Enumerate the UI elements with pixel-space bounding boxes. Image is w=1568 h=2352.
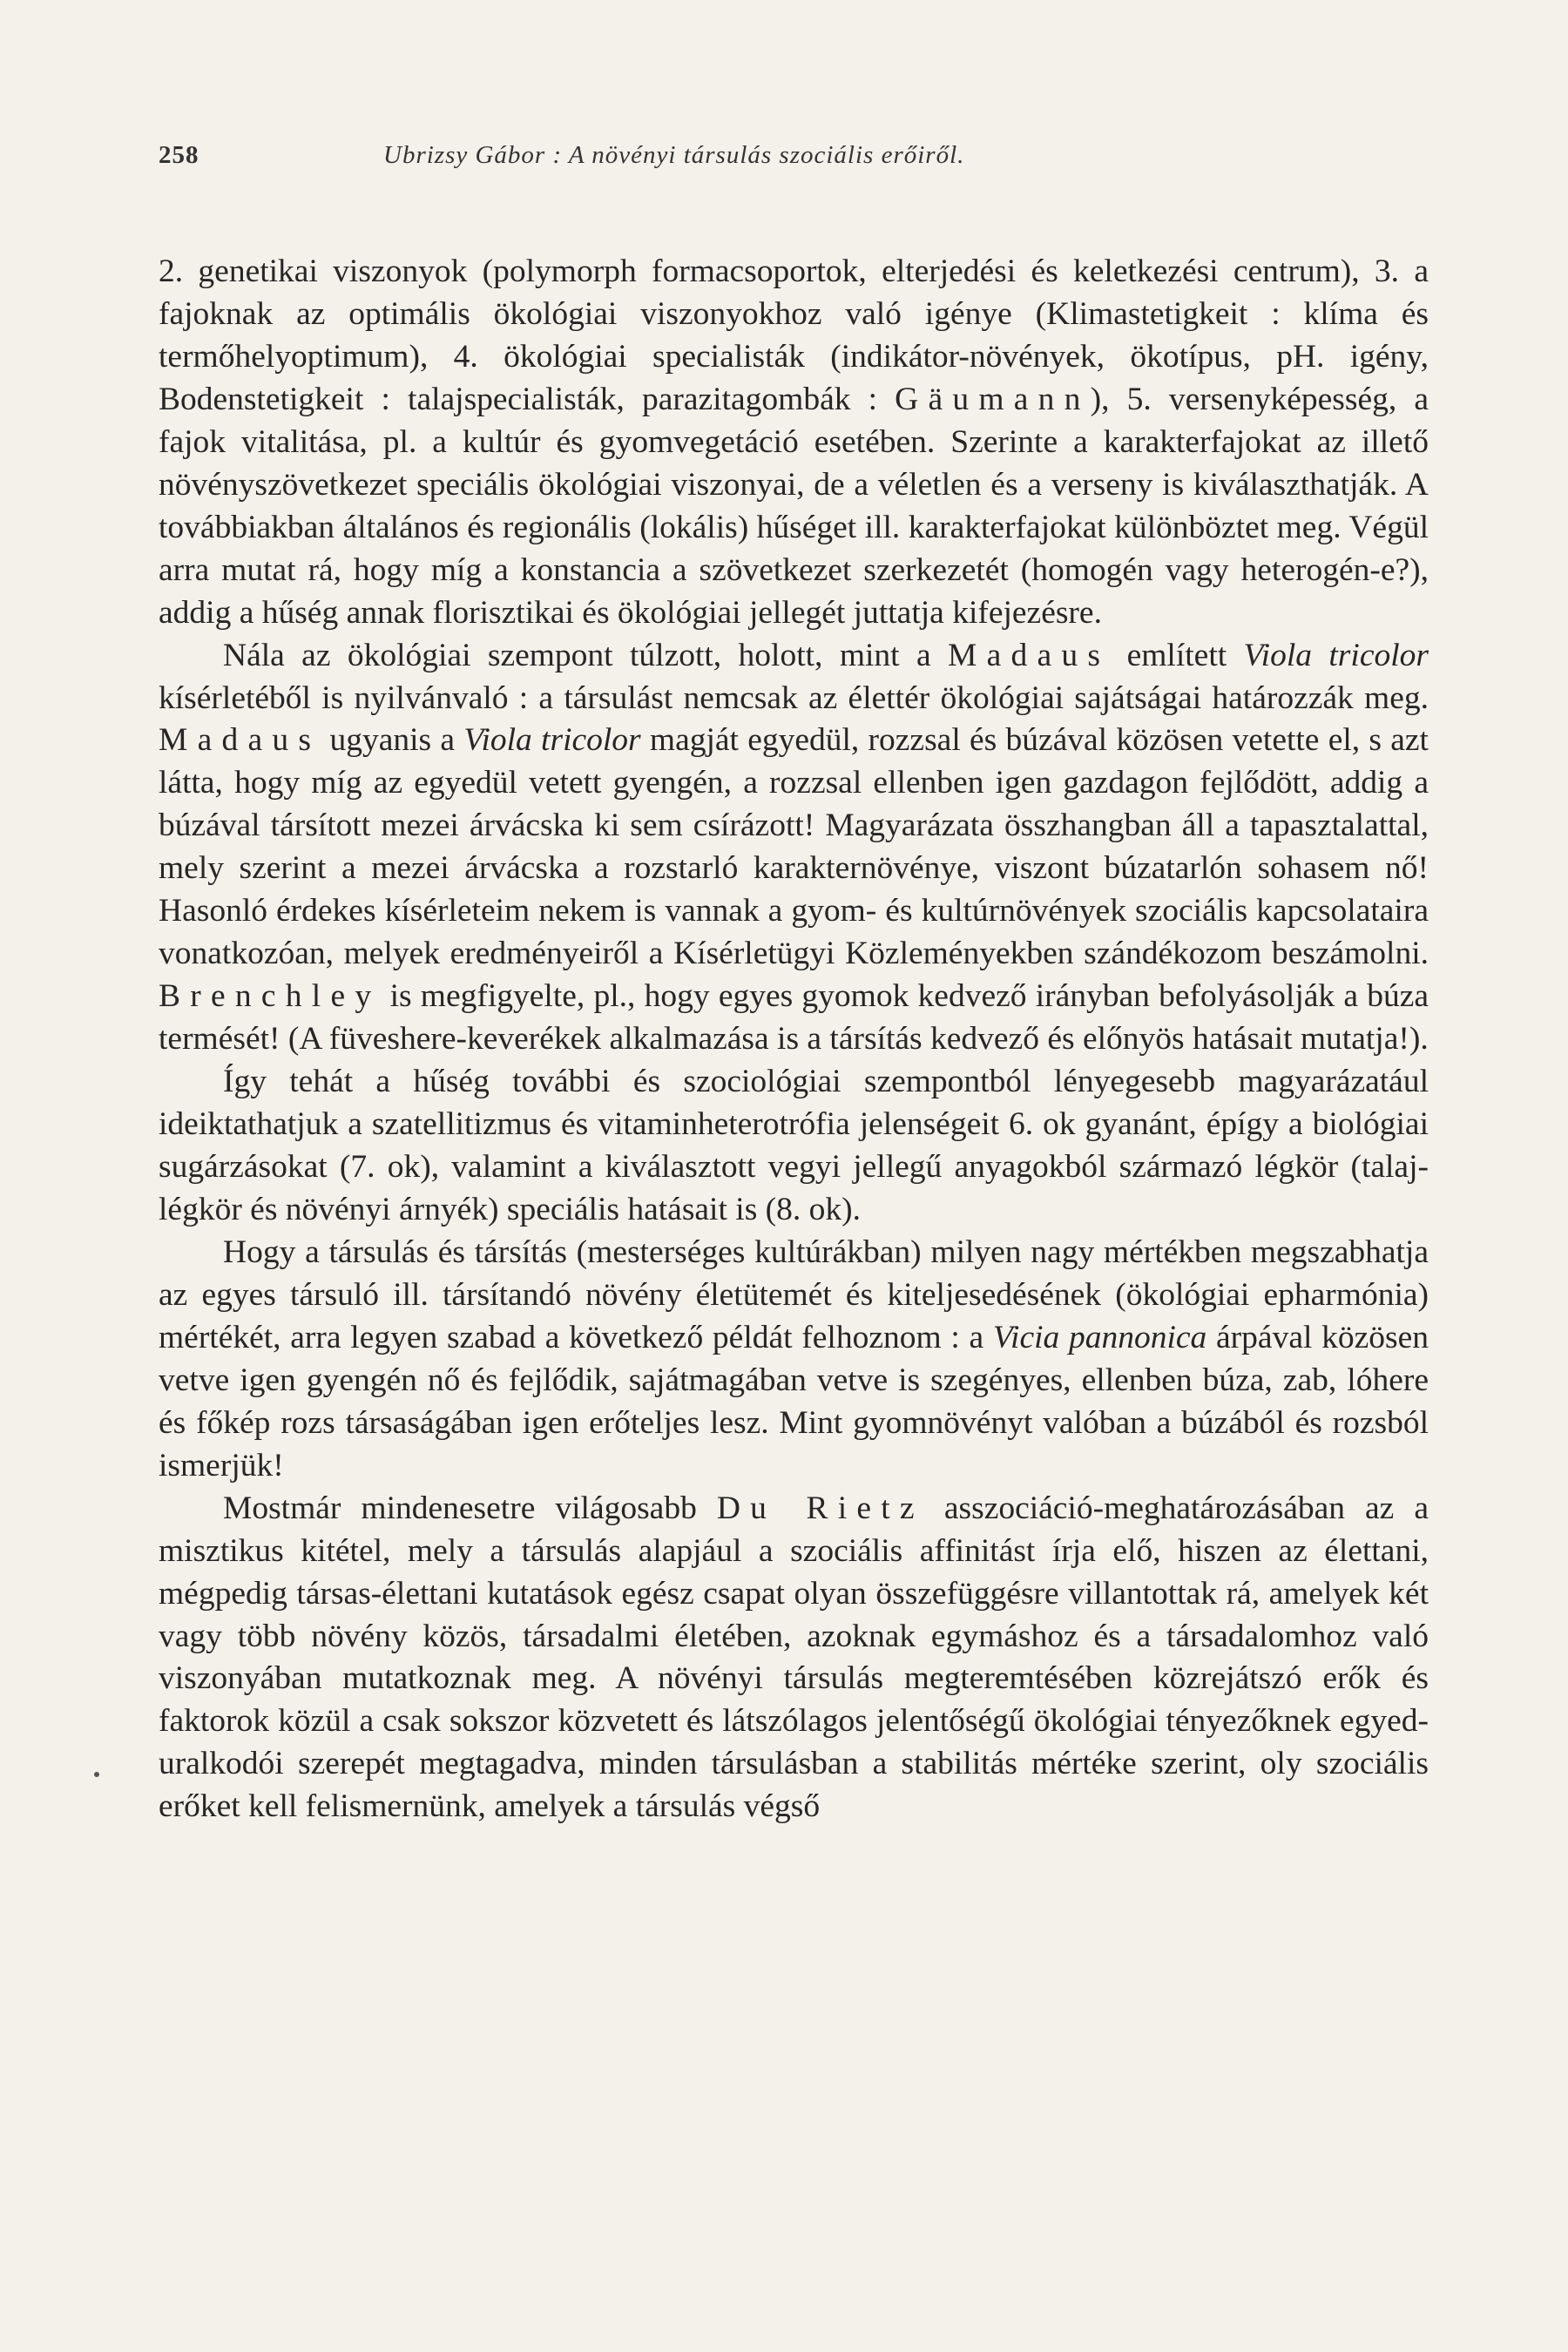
paragraph bbox=[159, 1488, 1429, 1829]
margin-mark bbox=[94, 1772, 99, 1777]
text-run: asszociáció-meghatározásában az a misztikus kitétel, mely a társulás alapjául a szociális affinitást írja elő, hiszen az élettani, mégpedig társas-élettani kutatások egész csapat olyan összefüggésre villantottak rá, amelyek két vagy több növény közös, társadalmi életében, azoknak egymáshoz és a társadalomhoz való viszonyában mutatkoznak meg. A növényi társulás megteremtésében közrejátszó erők és faktorok közül a csak sokszor közvetett és látszólagos jelentőségű ökológiai tényezőknek egyeduralkodói szerepét megtagadva, minden társulásban a stabilitás mértéke szerint, oly szociális erőket kell felismernünk, amelyek a társulás végső bbox=[159, 1490, 1429, 1825]
text-run: 2. genetikai viszonyok (polymorph formacsoportok, elterjedési és keletkezési centrum), 3. a fajoknak az optimális ökológiai viszonyokhoz való igénye (Klimastetigkeit : klíma és termőhelyoptimum), 4. ökológiai specialisták (indikátor-növények, ökotípus, pH. igény, Bodenstetigkeit : talajspecialisták, parazitagombák : bbox=[159, 253, 1429, 417]
running-head bbox=[159, 141, 1430, 179]
paragraph bbox=[159, 1061, 1429, 1232]
paragraph bbox=[159, 251, 1429, 635]
body-text bbox=[159, 251, 1429, 1828]
text-run: ugyanis a bbox=[321, 722, 464, 759]
text-run: Így tehát a hűség további és szociológiai szempontból lényegesebb magyarázatául ideiktathatjuk a szatellitizmus és vitaminheterotrófia jelenségeit 6. ok gyanánt, épígy a biológiai sugárzásokat (7. ok), valamint a kiválasztott vegyi jellegű anyagokból származó légkör (talajlégkör és növényi árnyék) speciális hatásait is (8. ok). bbox=[159, 1064, 1429, 1227]
author-name: Madaus bbox=[159, 722, 321, 759]
species-name: Viola tricolor bbox=[463, 722, 641, 759]
author-name: Madaus bbox=[947, 637, 1111, 673]
page-number: 258 bbox=[159, 141, 199, 169]
paragraph bbox=[159, 635, 1429, 1062]
species-name: Vicia pannonica bbox=[992, 1319, 1207, 1355]
text-run: is megfigyelte, pl., hogy egyes gyomok kedvező irányban befolyásolják a búza termését! (A füveshere-keverékek alkalmazása is a társítás kedvező és előnyös hatásait mutatja!). bbox=[159, 978, 1429, 1058]
species-name: Viola tricolor bbox=[1243, 637, 1429, 673]
text-run: ), 5. versenyképesség, a fajok vitalitása, pl. a kultúr és gyomvegetáció esetében. Szerinte a karakterfajokat az illető növényszövetkezet speciális ökológiai viszonyai, de a véletlen és a verseny is kiválaszthatják. A továbbiakban általános és regionális (lokális) hűséget ill. karakterfajokat különböztet meg. Végül arra mutat rá, hogy míg a konstancia a szövetkezet szerkezetét (homogén vagy heterogén-e?), addig a hűség annak florisztikai és ökológiai jellegét juttatja kifejezésre. bbox=[159, 381, 1429, 631]
text-run: említett bbox=[1110, 637, 1244, 673]
text-run: kísérletéből is nyilvánvaló : a társulást nemcsak az élettér ökológiai sajátságai határozzák meg. bbox=[159, 679, 1429, 716]
text-run: Nála az ökológiai szempont túlzott, holott, mint a bbox=[223, 637, 948, 673]
author-name: Gäumann bbox=[895, 381, 1091, 417]
author-name: Du Rietz bbox=[716, 1490, 924, 1526]
text-run: Hogy a társulás és társítás (mesterséges kultúrákban) milyen nagy mértékben megszabhatja az egyes társuló ill. társítandó növény életütemét és kiteljesedésének (ökológiai epharmónia) mértékét, arra legyen szabad a következő példát felhoznom : a bbox=[159, 1233, 1429, 1355]
author-name: Brenchley bbox=[159, 978, 382, 1015]
paragraph bbox=[159, 1232, 1429, 1488]
text-run: magját egyedül, rozzsal és búzával közösen vetette el, s azt látta, hogy míg az egyedül vetett gyengén, a rozzsal ellenben igen gazdagon fejlődött, addig a búzával társított mezei árvácska ki sem csírázott! Magyarázata összhangban áll a tapasztalattal, mely szerint a mezei árvácska a rozstarló karakternövénye, viszont búzatarlón sohasem nő! Hasonló érdekes kísérleteim nekem is vannak a gyom- és kultúrnövények szociális kapcsolataira vonatkozóan, melyek eredményeiről a Kísérletügyi Közleményekben szándékozom beszámolni. bbox=[159, 722, 1429, 972]
text-run: Mostmár mindenesetre világosabb bbox=[223, 1490, 717, 1526]
text-run: árpával közösen vetve igen gyengén nő és fejlődik, sajátmagában vetve is szegényes, ellenben búza, zab, lóhere és főkép rozs társaságában igen erőteljes lesz. Mint gyomnövényt valóban a búzából és rozsból ismerjük! bbox=[159, 1319, 1429, 1484]
running-title: Ubrizsy Gábor : A növényi társulás szociális erőiről. bbox=[383, 141, 965, 169]
